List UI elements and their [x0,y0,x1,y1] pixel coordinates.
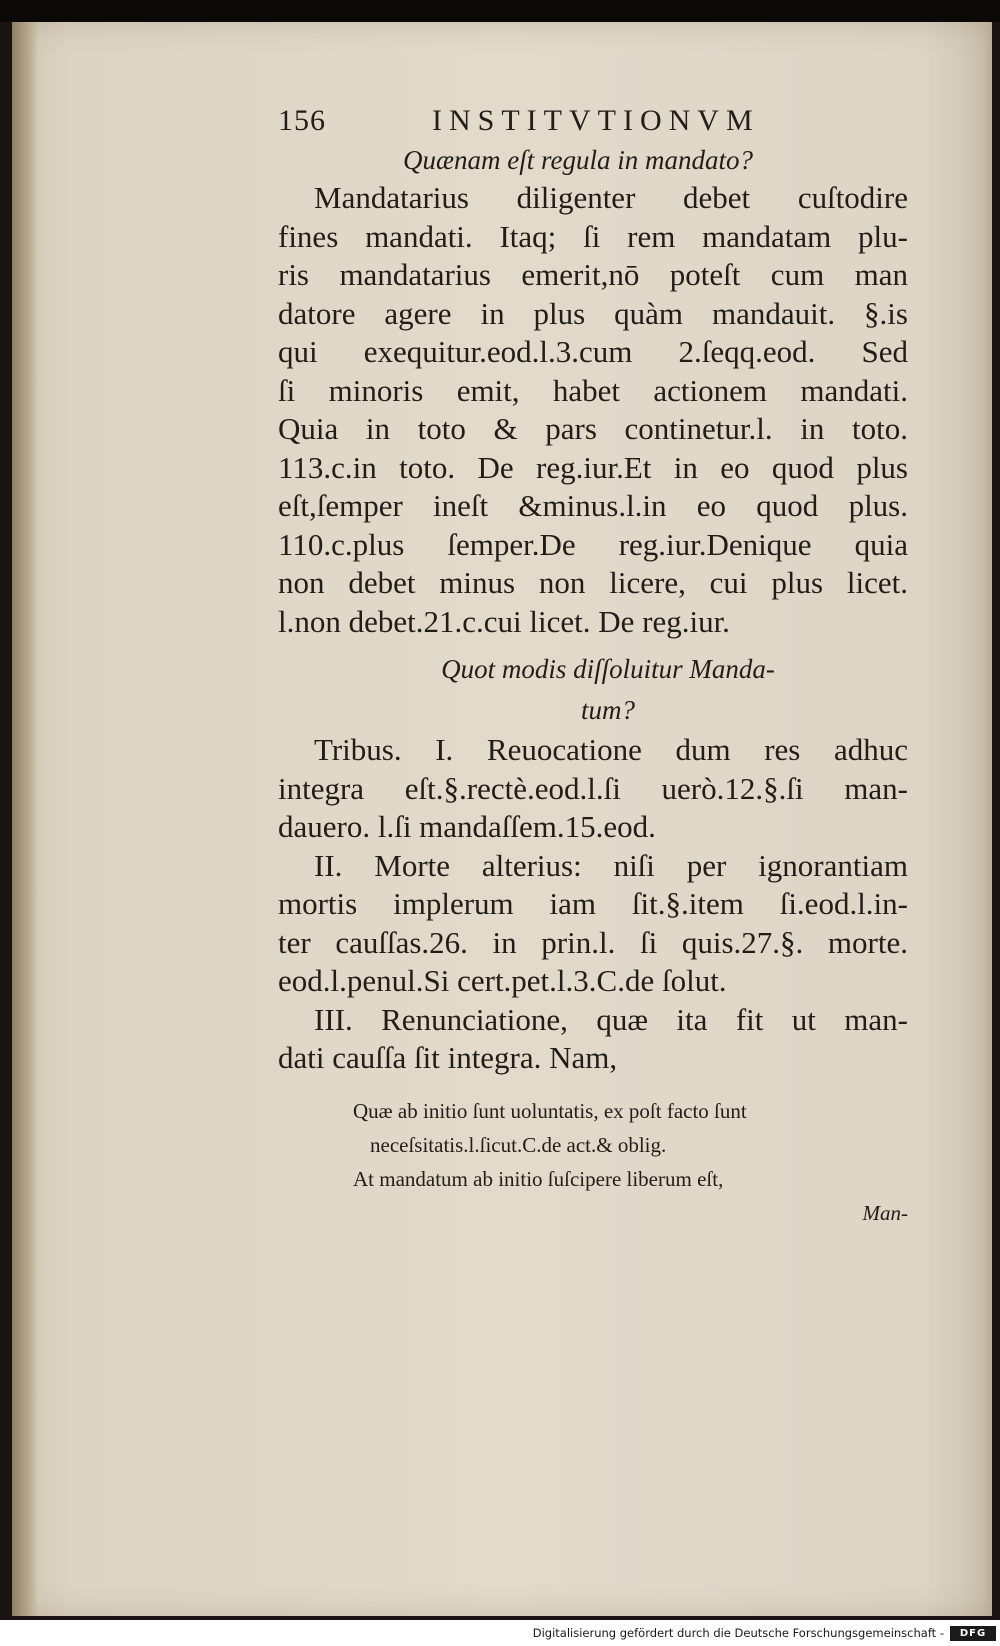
catchword: Man- [862,1200,908,1225]
text-line: II. Morte alterius: niſi per ignorantiam [314,847,908,883]
text-line: eod.l.penul.Si cert.pet.l.3.C.de ſolut. [278,963,727,998]
text-line: l.non debet.21.c.cui licet. De reg.iur. [278,603,730,639]
text-line: 113.c.in toto. De reg.iur.Et in eo quod plus [278,449,908,485]
text-line: dauero. l.ſi mandaſſem.15.eod. [278,809,656,844]
verse-line: neceſsitatis.l.ſicut.C.de act.& oblig. [370,1132,667,1157]
page-edge-shadow [984,22,992,1616]
text-line: Tribus. I. Reuocatione dum res adhuc [314,732,908,767]
verse-line: Quæ ab initio ſunt uoluntatis, ex poſt facto ſunt [353,1098,747,1123]
text-line: ſi minoris emit, habet actionem mandati. [278,372,908,408]
text-line: Quia in toto & pars continetur.l. in toto. [278,411,908,446]
page-number: 156 [278,104,326,137]
page-text-block [278,90,908,1230]
text-line: ris mandatarius emerit,nō poteſt cum man [278,257,908,292]
text-line: III. Renunciatione, quæ ita fit ut man- [314,1001,908,1037]
page-spine-shadow [12,22,38,1616]
text-line: non debet minus non licere, cui plus licet. [278,565,908,600]
text-line: datore agere in plus quàm mandauit. §.is [278,295,908,331]
text-line: qui exequitur.eod.l.3.cum 2.ſeqq.eod. Sed [278,334,908,369]
paragraph-1 [278,179,908,641]
digitization-footer [0,1620,1000,1646]
question-heading-1: Quænam eſt regula in mandato? [403,145,753,175]
text-line: mortis implerum iam ſit.§.item ſi.eod.l.in- [278,886,908,921]
footer-credit: Digitalisierung gefördert durch die Deutsche Forschungsgemeinschaft - [532,1626,944,1640]
scan-top-border [0,0,1000,22]
running-header [278,90,908,140]
verse-line: At mandatum ab initio ſuſcipere liberum eſt, [353,1166,724,1191]
text-line: fines mandati. Itaq; ſi rem mandatam plu- [278,218,908,254]
running-title: INSTITVTIONVM [432,104,760,137]
text-line: 110.c.plus ſemper.De reg.iur.Denique quia [278,526,908,562]
question-heading-2 [418,649,798,731]
question-line: tum? [581,695,635,725]
question-line: Quot modis diſſoluitur Manda- [441,654,775,684]
text-line: integra eſt.§.rectè.eod.l.ſi uerò.12.§.ſi man- [278,770,908,806]
text-line: ter cauſſas.26. in prin.l. ſi quis.27.§. morte. [278,924,908,960]
text-line: dati cauſſa ſit integra. Nam, [278,1040,618,1075]
paragraph-2 [278,731,908,847]
verse-quote [278,1094,908,1230]
text-line: eſt,ſemper ineſt &minus.l.in eo quod plus. [278,488,908,523]
paragraph-4 [278,1001,908,1078]
text-line: Mandatarius diligenter debet cuſtodire [314,180,908,215]
dfg-logo: DFG [950,1626,996,1641]
paragraph-3 [278,847,908,1001]
